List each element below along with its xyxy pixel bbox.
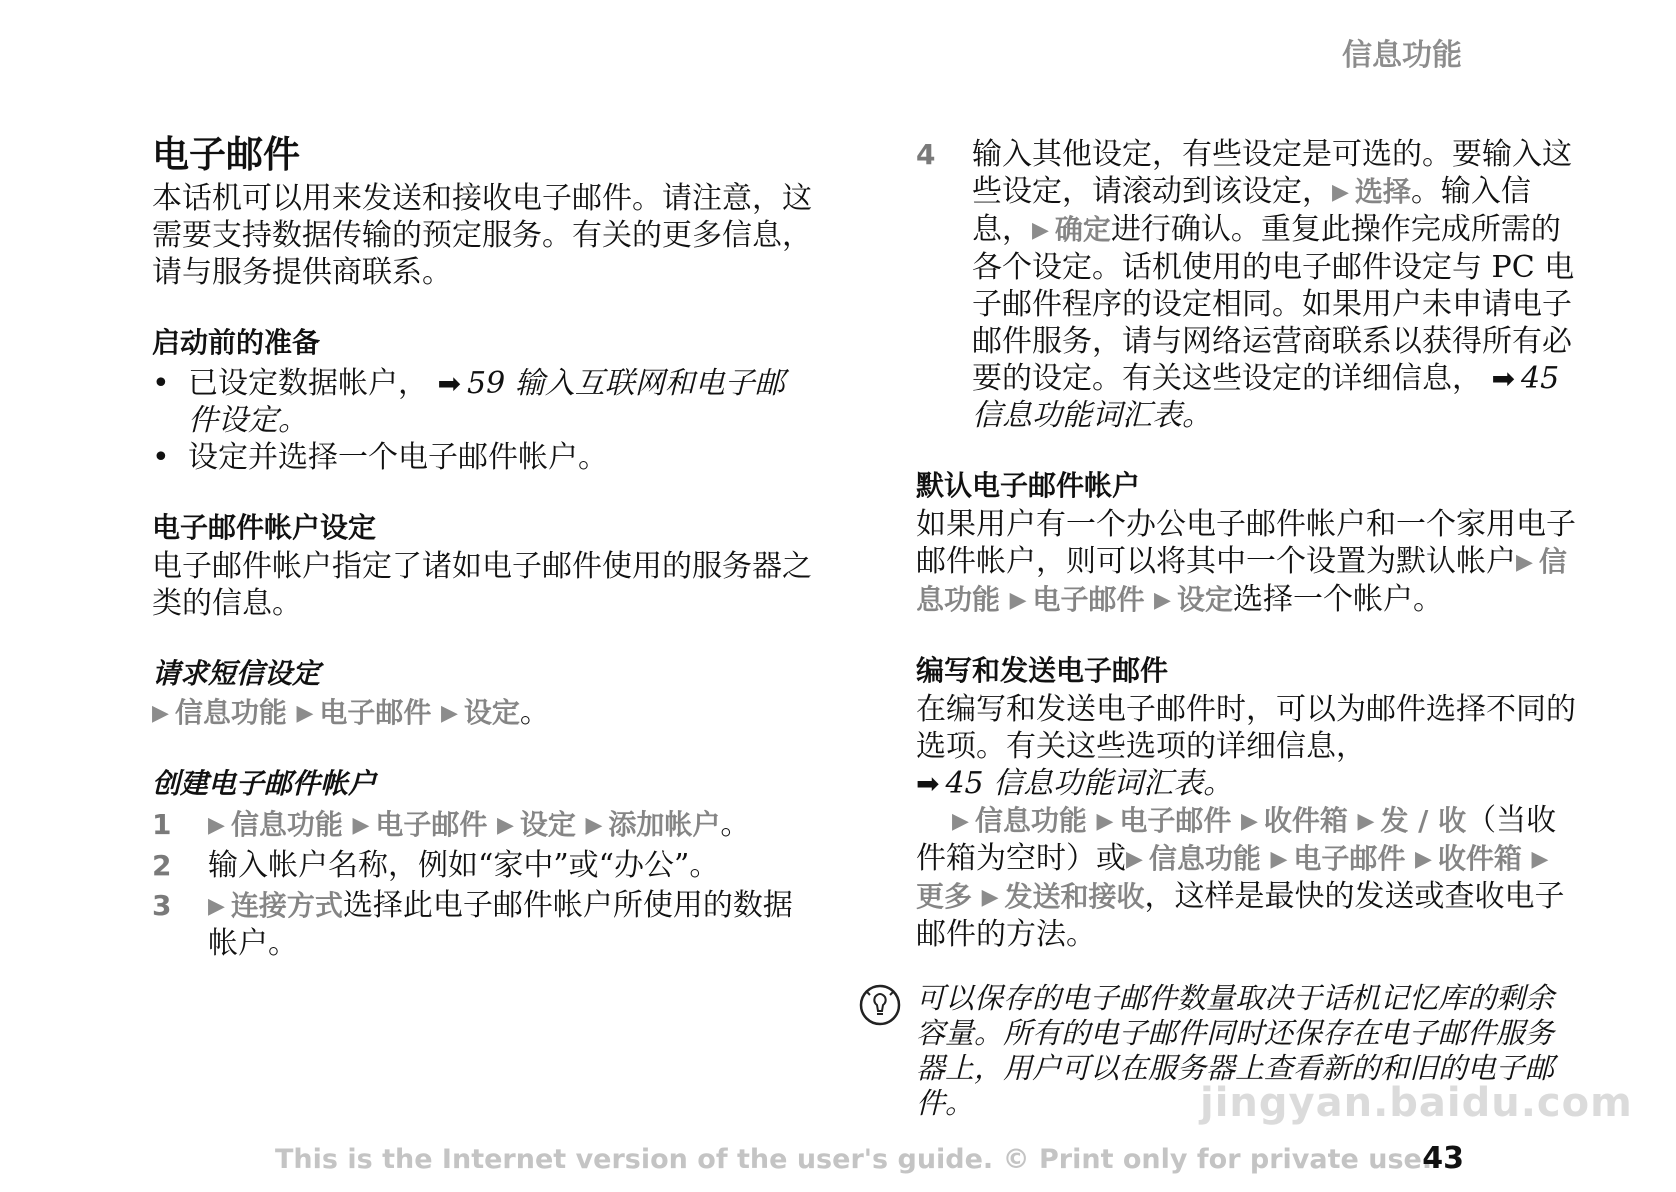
- menu-arrow-icon: ▶: [496, 813, 514, 838]
- step-item: [152, 887, 812, 962]
- page-number: 43: [1422, 1141, 1464, 1176]
- step-text: 输入帐户名称，例如“家中”或“办公”。: [208, 848, 720, 883]
- menu-arrow-icon: ▶: [208, 894, 225, 919]
- sentence-end: 。: [519, 695, 550, 730]
- menu-item-inbox: 收件箱: [1437, 842, 1522, 875]
- sms-settings-heading: 请求短信设定: [152, 657, 321, 690]
- footer-note: This is the Internet version of the user's guide. © Print only for private use.: [275, 1144, 1433, 1175]
- menu-arrow-icon: ▶: [1414, 847, 1432, 872]
- menu-arrow-icon: ▶: [1270, 847, 1288, 872]
- menu-item-messaging: 信息功能: [974, 804, 1087, 837]
- menu-arrow-icon: ▶: [1096, 809, 1114, 834]
- paragraph-text: 在编写和发送电子邮件时，可以为邮件选择不同的选项。有关这些选项的详细信息，: [916, 692, 1576, 764]
- prep-list: [152, 365, 812, 476]
- menu-item-settings: 设定: [519, 808, 576, 841]
- menu-arrow-icon: ▶: [952, 809, 969, 834]
- step-text: 。输入信息，: [972, 174, 1531, 247]
- bullet-text: 已设定数据帐户，: [188, 366, 428, 401]
- menu-item-send-receive: 发 / 收: [1380, 804, 1467, 837]
- list-item: [152, 365, 812, 439]
- reference-arrow-icon: ➡: [1491, 362, 1516, 395]
- step-number: 3: [152, 889, 172, 922]
- left-column: [152, 132, 812, 965]
- menu-arrow-icon: ▶: [208, 813, 225, 838]
- paragraph-text: ，这样是最快的发送或查收电子邮件的方法。: [916, 879, 1565, 952]
- bullet-icon: •: [152, 366, 170, 401]
- cross-reference-link[interactable]: 45 信息功能词汇表。: [972, 361, 1560, 433]
- menu-item-settings: 设定: [463, 696, 520, 729]
- compose-heading: 编写和发送电子邮件: [916, 654, 1169, 687]
- menu-arrow-icon: ▶: [152, 701, 169, 726]
- menu-item-connection: 连接方式: [230, 889, 343, 922]
- list-item: [152, 439, 812, 476]
- step-item: [152, 806, 812, 844]
- menu-item-email: 电子邮件: [1293, 842, 1406, 875]
- reference-arrow-icon: ➡: [437, 367, 462, 400]
- menu-arrow-icon: ▶: [1009, 588, 1027, 613]
- watermark-logo: jingyan.baidu.com: [1200, 1080, 1633, 1126]
- step-item: [152, 847, 812, 884]
- account-heading: 电子邮件帐户设定: [152, 511, 377, 544]
- menu-arrow-icon: ▶: [1154, 588, 1171, 613]
- step-text: 输入其他设定，有些设定是可选的。要输入这些设定，请滚动到该设定，: [972, 137, 1572, 209]
- menu-item-add-account: 添加帐户: [608, 808, 721, 841]
- paragraph-text: （当收件箱为空时）或: [916, 803, 1557, 876]
- menu-item-select: 选择: [1354, 175, 1411, 208]
- tip-text: 可以保存的电子邮件数量取决于话机记忆库的剩余容量。所有的电子邮件同时还保存在电子邮件服务器上，用户可以在服务器上查看新的和旧的电子邮件。: [916, 981, 1555, 1120]
- paragraph-text: 如果用户有一个办公电子邮件帐户和一个家用电子邮件帐户，则可以将其中一个设置为默认帐户: [916, 507, 1576, 579]
- menu-item-send-and-receive: 发送和接收: [1004, 880, 1145, 913]
- menu-arrow-icon: ▶: [981, 885, 999, 910]
- menu-item-messaging: 信息功能: [230, 808, 343, 841]
- compose-paragraph: [916, 691, 1581, 953]
- menu-arrow-icon: ▶: [1531, 847, 1549, 872]
- step-item: [916, 136, 1581, 434]
- menu-item-email: 电子邮件: [1119, 804, 1232, 837]
- step-number: 2: [152, 849, 172, 882]
- reference-arrow-icon: ➡: [916, 767, 940, 800]
- menu-arrow-icon: ▶: [296, 701, 314, 726]
- menu-arrow-icon: ▶: [1516, 550, 1533, 575]
- menu-item-messaging: 信息功能: [174, 696, 287, 729]
- continued-steps: [916, 136, 1581, 434]
- menu-arrow-icon: ▶: [1240, 809, 1258, 834]
- menu-item-email: 电子邮件: [375, 808, 488, 841]
- tip-lightbulb-icon: [858, 983, 902, 1031]
- default-account-paragraph: [916, 506, 1581, 619]
- menu-arrow-icon: ▶: [1332, 180, 1349, 205]
- cross-reference-link[interactable]: 59 输入互联网和电子邮件设定。: [188, 366, 785, 438]
- right-column: [916, 132, 1581, 1121]
- running-head: 信息功能: [1342, 38, 1462, 73]
- menu-arrow-icon: ▶: [1032, 218, 1049, 243]
- menu-arrow-icon: ▶: [440, 701, 458, 726]
- menu-arrow-icon: ▶: [1126, 847, 1143, 872]
- sms-menu-path: [152, 694, 812, 732]
- step-number: 1: [152, 808, 172, 841]
- prep-heading: 启动前的准备: [152, 326, 321, 359]
- create-account-heading: 创建电子邮件帐户: [152, 767, 377, 800]
- menu-item-settings: 设定: [1176, 583, 1233, 616]
- default-account-heading: 默认电子邮件帐户: [916, 469, 1141, 502]
- section-title: 电子邮件: [152, 133, 300, 176]
- account-paragraph: 电子邮件帐户指定了诸如电子邮件使用的服务器之类的信息。: [152, 549, 812, 621]
- step-text: 选择此电子邮件帐户所使用的数据帐户。: [208, 888, 793, 961]
- menu-item-email: 电子邮件: [1032, 583, 1145, 616]
- menu-arrow-icon: ▶: [585, 813, 603, 838]
- menu-item-messaging: 信息功能: [916, 545, 1567, 616]
- menu-item-messaging: 信息功能: [1148, 842, 1261, 875]
- menu-arrow-icon: ▶: [352, 813, 370, 838]
- menu-item-inbox: 收件箱: [1263, 804, 1348, 837]
- paragraph-text: 选择一个帐户。: [1232, 582, 1443, 617]
- menu-item-email: 电子邮件: [319, 696, 432, 729]
- step-text: 进行确认。重复此操作完成所需的各个设定。话机使用的电子邮件设定与 PC 电子邮件程序的设定相同。如果用户未申请电子邮件服务，请与网络运营商联系以获得所有必要的设定。有关这些设定的详细信息，: [972, 212, 1575, 396]
- menu-arrow-icon: ▶: [1357, 809, 1375, 834]
- menu-item-more: 更多: [916, 880, 973, 913]
- cross-reference-link[interactable]: 45 信息功能词汇表。: [945, 766, 1234, 801]
- bullet-text: 设定并选择一个电子邮件帐户。: [188, 440, 608, 475]
- intro-paragraph: 本话机可以用来发送和接收电子邮件。请注意，这需要支持数据传输的预定服务。有关的更多信息，请与服务提供商联系。: [152, 181, 812, 290]
- bullet-icon: •: [152, 440, 170, 475]
- create-steps: [152, 806, 812, 962]
- sentence-end: 。: [720, 807, 751, 842]
- step-number: 4: [916, 138, 936, 171]
- menu-item-ok: 确定: [1054, 213, 1111, 246]
